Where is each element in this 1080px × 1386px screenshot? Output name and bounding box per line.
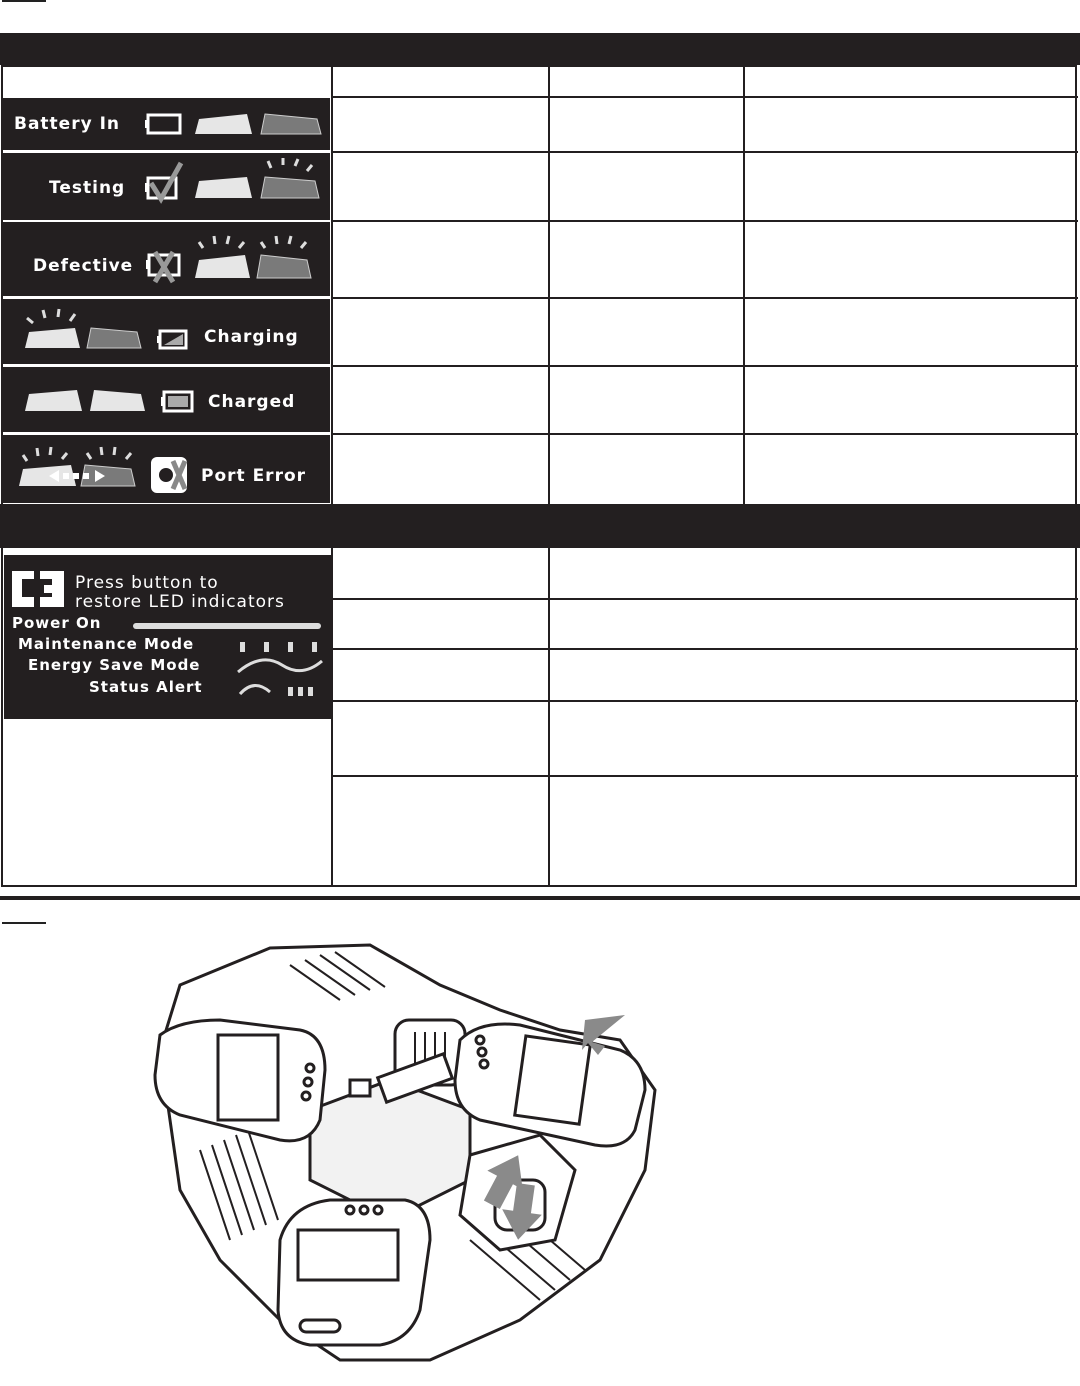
indicator-label: Charged — [208, 392, 296, 412]
indicator-port-error — [3, 435, 330, 503]
row-divider — [331, 365, 1078, 367]
maintenance-mode-pattern — [240, 642, 317, 652]
section-marker-rule — [2, 922, 46, 924]
c3-instruction-line-2: restore LED indicators — [75, 592, 285, 612]
section-marker-rule — [2, 0, 46, 2]
row-divider — [331, 700, 1078, 702]
column-divider — [548, 65, 550, 504]
row-divider — [331, 775, 1078, 777]
row-divider — [331, 96, 1078, 98]
row-divider — [331, 220, 1078, 222]
defective-icon — [3, 222, 330, 296]
indicator-battery-in — [3, 98, 330, 150]
mode-section-header-bar — [0, 504, 1080, 548]
mode-label-power-on: Power On — [12, 614, 102, 632]
row-divider — [331, 151, 1078, 153]
row-divider — [331, 598, 1078, 600]
testing-icon — [3, 153, 330, 220]
indicator-label: Defective — [33, 256, 134, 276]
table-header-bar — [0, 33, 1080, 65]
indicator-testing — [3, 153, 330, 220]
port-error-icon — [3, 435, 330, 503]
c3-instruction-line-1: Press button to — [75, 573, 219, 593]
column-divider — [743, 65, 745, 504]
section-divider — [0, 896, 1080, 900]
mode-label-maintenance: Maintenance Mode — [18, 635, 195, 653]
c3-status-panel — [4, 555, 332, 719]
row-divider — [331, 433, 1078, 435]
indicator-charging — [3, 299, 330, 364]
indicator-label: Charging — [204, 327, 299, 347]
charging-icon — [3, 299, 330, 364]
charged-icon — [3, 367, 330, 432]
indicator-label: Testing — [49, 178, 126, 198]
battery-in-icon — [3, 98, 330, 150]
column-divider — [331, 65, 333, 887]
indicator-charged — [3, 367, 330, 432]
row-divider — [331, 297, 1078, 299]
mode-label-status-alert: Status Alert — [89, 678, 203, 696]
indicator-label: Battery In — [14, 114, 121, 134]
mode-label-energy-save: Energy Save Mode — [28, 656, 201, 674]
row-divider — [331, 648, 1078, 650]
charger-illustration — [140, 940, 680, 1380]
indicator-defective — [3, 222, 330, 296]
indicator-label: Port Error — [201, 466, 307, 486]
